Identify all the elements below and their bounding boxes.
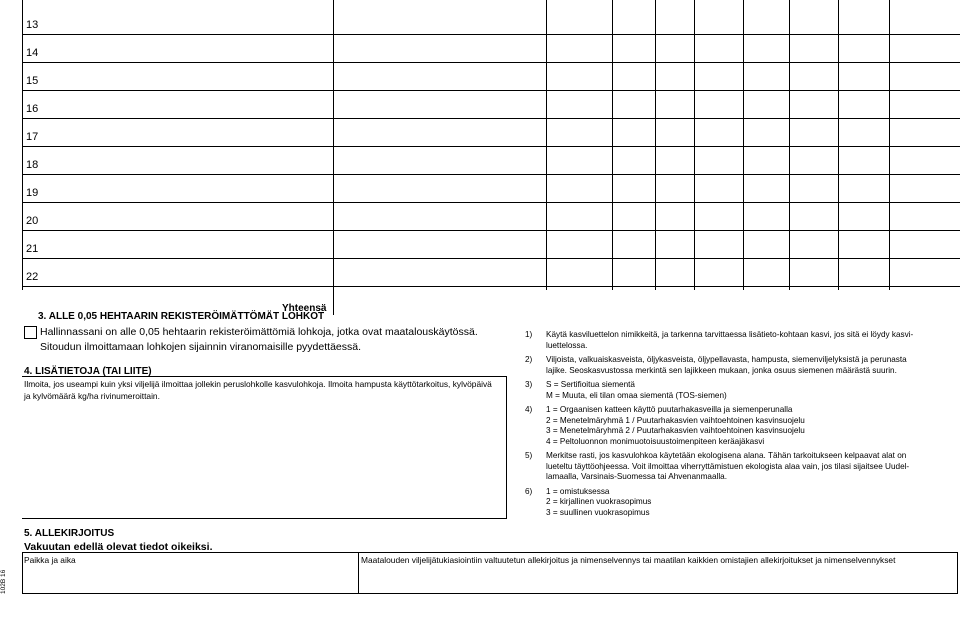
- footnote-line: Merkitse rasti, jos kasvulohkoa käytetään ekologisena alana. Tähän tarkoitukseen kelpaavat alat on: [546, 451, 907, 460]
- table-row[interactable]: [22, 6, 960, 35]
- row-number: 14: [26, 47, 39, 59]
- row-number: 21: [26, 243, 39, 255]
- footnote-line: M = Muuta, eli tilan omaa siementä (TOS-siemen): [546, 390, 727, 400]
- table-column-divider-2: [546, 0, 547, 290]
- footnote-line: Viljoista, valkuaiskasveista, öljykasveista, öljypellavasta, hampusta, siemenviljelyksistä ja perunasta: [546, 355, 907, 364]
- footnote: [525, 405, 950, 447]
- totals-label: Yhteensä: [282, 303, 327, 314]
- footnote-line: 2 = kirjallinen vuokrasopimus: [546, 497, 652, 506]
- table-row[interactable]: [22, 230, 960, 259]
- footnote-line: 4 = Peltoluonnon monimuotoisuustoimenpiteen keräajäkasvi: [546, 436, 765, 446]
- section5-heading: 5. ALLEKIRJOITUS: [24, 528, 115, 539]
- signature-label: Maatalouden viljelijätukiasiointiin valtuutetun allekirjoitus ja nimenselvennys tai maatilan kaikkien omistajien allekirjoitukset ja nimenselvennykset: [361, 555, 896, 565]
- row-number: 18: [26, 159, 39, 171]
- table-row[interactable]: [22, 258, 960, 287]
- table-row[interactable]: [22, 90, 960, 119]
- table-row[interactable]: [22, 202, 960, 231]
- footnote-number: 3): [525, 380, 533, 389]
- footnote: [525, 487, 950, 519]
- footnote-line: lueteltu täyttöohjeessa. Voit ilmoittaa viherryttämistuen ekologista alaa vain, jos tilasi sijaitsee Uudel-: [546, 461, 910, 471]
- footnote-line: 3 = Menetelmäryhmä 2 / Puutarhakasvien vaihtoehtoinen kasvinsuojelu: [546, 426, 805, 435]
- row-number: 17: [26, 131, 39, 143]
- section4-instructions-line2: ja kylvömäärä kg/ha rivinumeroittain.: [24, 391, 160, 401]
- table-column-divider-3: [612, 0, 613, 290]
- footnote: [525, 355, 950, 376]
- section4-heading: 4. LISÄTIETOJA (TAI LIITE): [24, 366, 152, 377]
- section3-line1: Hallinnassani on alle 0,05 hehtaarin rekisteröimättömiä lohkoja, jotka ovat maatalouskäytössä.: [40, 326, 478, 338]
- form-code: 102B 16: [0, 569, 7, 594]
- table-left-border: [22, 0, 23, 290]
- section3-line2: Sitoudun ilmoittamaan lohkojen sijainnin viranomaisille pyydettäessä.: [40, 341, 362, 353]
- footnote-line: luettelossa.: [546, 340, 588, 350]
- table-column-divider-7: [789, 0, 790, 290]
- table-row[interactable]: [22, 146, 960, 175]
- section3-heading: 3. ALLE 0,05 HEHTAARIN REKISTERÖIMÄTTÖMÄT LOHKOT: [38, 311, 325, 322]
- footnote-line: lamaalla, Varsinais-Suomessa tai Ahvenanmaalla.: [546, 472, 727, 481]
- unregistered-parcels-checkbox[interactable]: [24, 326, 37, 339]
- row-number: 15: [26, 75, 39, 87]
- footnote-line: 1 = omistuksessa: [546, 486, 610, 496]
- signature-field[interactable]: [359, 566, 955, 592]
- section4-instructions-line1: Ilmoita, jos useampi kuin yksi viljelijä ilmoittaa jollekin peruslohkolle kasvulohkoja. Ilmoita hampusta käyttötarkoitus, kylvöpäivä: [24, 379, 492, 389]
- table-column-divider-4: [655, 0, 656, 290]
- footnote: [525, 330, 950, 351]
- row-number: 20: [26, 215, 39, 227]
- footnote-line: 3 = suullinen vuokrasopimus: [546, 507, 650, 517]
- row-number: 22: [26, 271, 39, 283]
- table-column-divider-6: [743, 0, 744, 290]
- footnote-line: S = Sertifioitua siementä: [546, 380, 635, 389]
- table-column-divider-1: [333, 0, 334, 315]
- footnote: [525, 380, 950, 401]
- footnote-number: 4): [525, 405, 533, 414]
- signature-declaration: Vakuutan edellä olevat tiedot oikeiksi.: [24, 541, 213, 553]
- row-number: 16: [26, 103, 39, 115]
- row-number: 13: [26, 19, 39, 31]
- footnote-line: lajike. Seoskasvustossa merkintä sen lajikkeen mukaan, jonka osuus siemenen määrästä suurin.: [546, 365, 897, 375]
- footnote-number: 6): [525, 486, 533, 496]
- place-and-date-label: Paikka ja aika: [24, 555, 76, 565]
- table-row[interactable]: [22, 118, 960, 147]
- footnote-line: 2 = Menetelmäryhmä 1 / Puutarhakasvien vaihtoehtoinen kasvinsuojelu: [546, 415, 805, 425]
- footnote: [525, 451, 950, 483]
- footnotes-list: [525, 330, 950, 522]
- table-column-divider-5: [694, 0, 695, 290]
- footnote-line: Käytä kasviluettelon nimikkeitä, ja tarkenna tarvittaessa lisätieto-kohtaan kasvi, jos sitä ei löydy kasvi-: [546, 330, 914, 339]
- footnote-number: 5): [525, 451, 533, 460]
- footnote-number: 1): [525, 330, 533, 339]
- row-number: 19: [26, 187, 39, 199]
- table-row[interactable]: [22, 62, 960, 91]
- table-column-divider-9: [889, 0, 890, 290]
- table-row[interactable]: [22, 174, 960, 203]
- place-and-date-field[interactable]: [23, 566, 357, 592]
- footnote-number: 2): [525, 355, 533, 364]
- table-column-divider-8: [838, 0, 839, 290]
- footnote-line: 1 = Orgaanisen katteen käyttö puutarhakasveilla ja siemenperunalla: [546, 405, 793, 414]
- table-row[interactable]: [22, 34, 960, 63]
